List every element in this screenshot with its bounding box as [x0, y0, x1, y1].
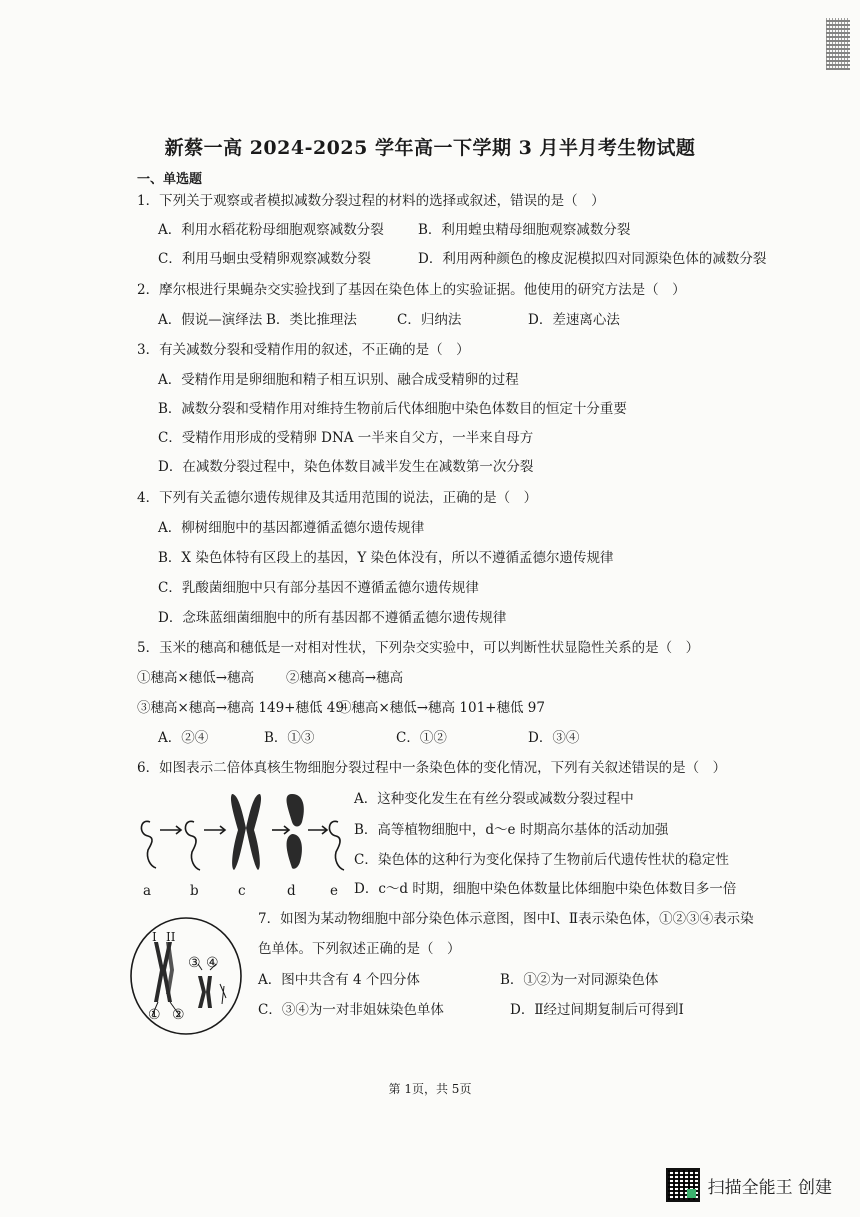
qr-code-icon	[666, 1168, 700, 1202]
chromosome-c	[231, 794, 261, 870]
q1-option-b: B．利用蝗虫精母细胞观察减数分裂	[418, 222, 631, 238]
q7-stem-line1: 7．如图为某动物细胞中部分染色体示意图，图中Ⅰ、Ⅱ表示染色体，①②③④表示染	[258, 911, 754, 927]
q2-option-a: A．假说—演绎法	[158, 312, 263, 328]
diagram-label-c: c	[238, 883, 246, 899]
section-heading: 一、单选题	[137, 172, 203, 187]
diagram-label-e: e	[330, 883, 338, 899]
diagram-label-b: b	[190, 883, 199, 899]
fig-label-I: I	[152, 930, 157, 944]
q5-cross-1: ①穗高×穗低→穗高	[137, 670, 255, 686]
scanner-watermark	[666, 1168, 832, 1202]
q7-option-a: A．图中共含有 4 个四分体	[258, 972, 420, 988]
q6-option-a: A．这种变化发生在有丝分裂或减数分裂过程中	[354, 791, 634, 807]
q4-option-c: C．乳酸菌细胞中只有部分基因不遵循孟德尔遗传规律	[158, 580, 479, 596]
cell-chromosome-diagram	[128, 912, 246, 1038]
q3-option-b: B．减数分裂和受精作用对维持生物前后代体细胞中染色体数目的恒定十分重要	[158, 401, 627, 417]
q3-stem: 3．有关减数分裂和受精作用的叙述，不正确的是（ ）	[137, 342, 470, 358]
q5-cross-3: ③穗高×穗高→穗高 149+穗低 49	[137, 700, 344, 716]
q7-option-b: B．①②为一对同源染色体	[500, 972, 659, 988]
fig-label-4: ④	[206, 955, 219, 971]
corner-barcode	[826, 18, 850, 70]
watermark-text: 扫描全能王 创建	[707, 1177, 832, 1198]
chromatin-e	[329, 821, 344, 870]
q6-option-d: D．c～d 时期，细胞中染色体数量比体细胞中染色体数目多一倍	[354, 881, 737, 897]
chromatin-b	[185, 821, 200, 870]
q7-option-d: D．Ⅱ经过间期复制后可得到Ⅰ	[510, 1002, 684, 1018]
q1-option-c: C．利用马蛔虫受精卵观察减数分裂	[158, 251, 371, 267]
diagram-label-a: a	[143, 883, 152, 899]
diagram-label-d: d	[287, 883, 296, 899]
q5-option-a: A．②④	[158, 730, 209, 746]
q7-stem-line2: 色单体。下列叙述正确的是（ ）	[258, 941, 461, 957]
q2-option-b: B．类比推理法	[266, 312, 357, 328]
q3-option-c: C．受精作用形成的受精卵 DNA 一半来自父方，一半来自母方	[158, 430, 534, 446]
q6-option-c: C．染色体的这种行为变化保持了生物前后代遗传性状的稳定性	[354, 852, 729, 868]
chromosome-d	[287, 794, 304, 869]
q5-stem: 5．玉米的穗高和穗低是一对相对性状，下列杂交实验中，可以判断性状显隐性关系的是（ ）	[137, 640, 700, 656]
chromosome-34	[198, 976, 212, 1008]
q5-cross-2: ②穗高×穗高→穗高	[286, 670, 404, 686]
q3-option-a: A．受精作用是卵细胞和精子相互识别、融合成受精卵的过程	[158, 372, 519, 388]
chromosome-pair-I-II	[154, 942, 174, 1002]
q1-option-d: D．利用两种颜色的橡皮泥模拟四对同源染色体的减数分裂	[418, 251, 767, 267]
q3-option-d: D．在减数分裂过程中，染色体数目减半发生在减数第一次分裂	[158, 459, 534, 475]
fig-label-II: II	[166, 930, 176, 944]
q4-option-d: D．念珠蓝细菌细胞中的所有基因都不遵循孟德尔遗传规律	[158, 610, 507, 626]
fig-label-1: ①	[148, 1007, 161, 1023]
q6-stem: 6．如图表示二倍体真核生物细胞分裂过程中一条染色体的变化情况，下列有关叙述错误的是（ ）	[137, 760, 727, 776]
q2-stem: 2．摩尔根进行果蝇杂交实验找到了基因在染色体上的实验证据。他使用的研究方法是（ ）	[137, 282, 686, 298]
q5-cross-4: ④穗高×穗低→穗高 101+穗低 97	[338, 700, 545, 716]
page-footer: 第 1页，共 5页	[388, 1082, 472, 1096]
exam-title: 新蔡一高 2024-2025 学年高一下学期 3 月半月考生物试题	[164, 137, 696, 159]
fig-label-3: ③	[188, 955, 201, 971]
q2-option-c: C．归纳法	[397, 312, 462, 328]
q1-stem: 1．下列关于观察或者模拟减数分裂过程的材料的选择或叙述，错误的是（ ）	[137, 193, 605, 209]
q5-option-b: B．①③	[264, 730, 315, 746]
q5-option-c: C．①②	[396, 730, 447, 746]
q4-option-b: B．X 染色体特有区段上的基因，Y 染色体没有，所以不遵循孟德尔遗传规律	[158, 550, 614, 566]
fig-label-2: ②	[172, 1007, 185, 1023]
q1-option-a: A．利用水稻花粉母细胞观察减数分裂	[158, 222, 384, 238]
q5-option-d: D．③④	[528, 730, 580, 746]
q6-option-b: B．高等植物细胞中，d～e 时期高尔基体的活动加强	[354, 822, 669, 838]
q4-stem: 4．下列有关孟德尔遗传规律及其适用范围的说法，正确的是（ ）	[137, 490, 538, 506]
q7-option-c: C．③④为一对非姐妹染色单体	[258, 1002, 444, 1018]
q2-option-d: D．差速离心法	[528, 312, 620, 328]
q4-option-a: A．柳树细胞中的基因都遵循孟德尔遗传规律	[158, 520, 425, 536]
chromatin-a	[141, 821, 156, 868]
